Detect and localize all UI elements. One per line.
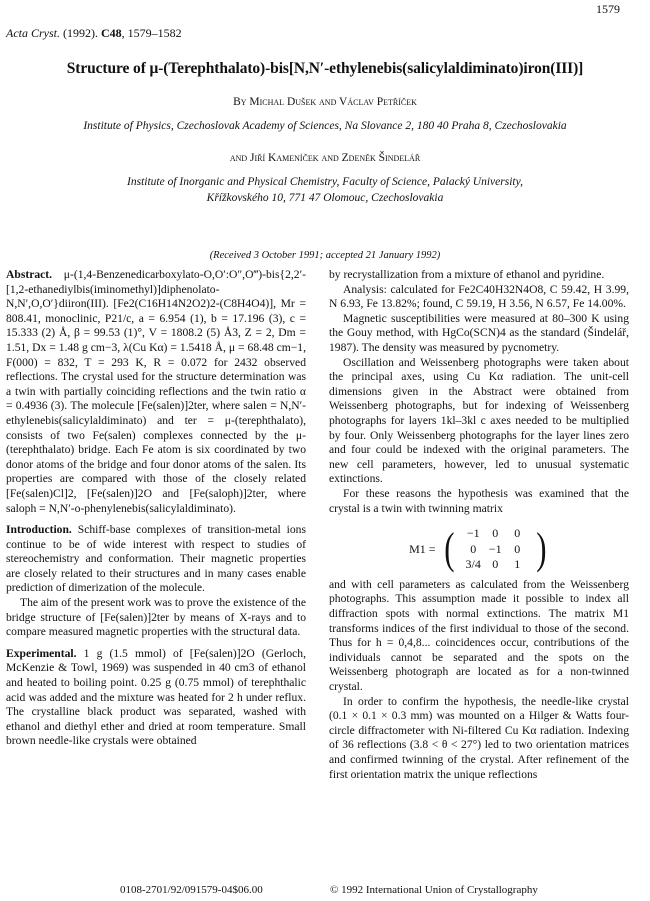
hypothesis-text: For these reasons the hypothesis was examined that the crystal is a twin with twinning matrix bbox=[329, 486, 629, 515]
matrix-label: M1 = bbox=[409, 541, 436, 556]
matrix-cell: −1 bbox=[466, 526, 480, 541]
journal-name: Acta Cryst. bbox=[6, 26, 60, 40]
introduction bbox=[6, 523, 306, 596]
footer-copyright: © 1992 International Union of Crystallography bbox=[330, 884, 538, 896]
journal-year: (1992). bbox=[60, 26, 101, 40]
experimental bbox=[6, 647, 306, 749]
analysis-text: Analysis: calculated for Fe2C40H32N4O8, C 59.42, H 3.99, N 6.93, Fe 13.82%; found, C 59.19, H 3.56, N 6.57, Fe 14.00%. bbox=[329, 282, 629, 311]
twinning-matrix bbox=[329, 523, 629, 573]
page-number: 1579 bbox=[596, 2, 620, 16]
journal-pages: , 1579–1582 bbox=[121, 26, 182, 40]
matrix-cell: −1 bbox=[488, 541, 502, 556]
matrix-grid bbox=[462, 526, 528, 572]
affiliation-2b: Křížkovského 10, 771 47 Olomouc, Czechoslovakia bbox=[206, 192, 444, 204]
magnetic-text: Magnetic susceptibilities were measured at 80–300 K using the Gouy method, with HgCo(SCN)4 as the standard (Šindelář, 1987). The density was measured by pycnometry. bbox=[329, 311, 629, 354]
abstract-text: μ-(1,4-Benzenedicarboxylato-O,O′:O″,O‴)-bis{2,2′-[1,2-ethanediylbis(iminomethyl)]diphenolato-N,N′,O,O′}diiron(III). [Fe2(C16H14N2O2)2-(C8H4O4)], Mr = 808.41, monoclinic, P21/c, a = 6.954 (1), b = 17.196 (3), c = 15.333 (2) Å, β = 99.53 (1)°, V = 1808.2 (5) Å3, Z = 2, Dm = 1.51, Dx = 1.48 g cm−3, λ(Cu Kα) = 1.5418 Å, μ = 68.48 cm−1, F(000) = 832, T = 293 K, R = 0.072 for 2432 observed reflections. The crystal used for the structure determination was a twin with partially coinciding reflections and the twin ratio α = 0.4936 (3). The molecule [Fe(salen)]2ter, where salen = N,N′-ethylenebis(salicylaldiminato) and ter = μ-(terephthalato), consists of two Fe(salen) complexes connected by the μ-(terephthalato) bridge. Each Fe atom is six coordinated by two donor atoms of the bridge and four donor atoms of the salen. Its properties are compared with those of the closely related [Fe(salen)Cl]2, [Fe(salen)]2O and [Fe(saloph)]2ter, where saloph = N,N′-o-phenylenebis(salicylaldiminato). bbox=[6, 268, 306, 515]
matrix-cell: 0 bbox=[492, 557, 499, 572]
matrix-cell: 0 bbox=[470, 541, 477, 556]
journal-volume: C48 bbox=[101, 26, 122, 40]
diffractometer-text: In order to confirm the hypothesis, the needle-like crystal (0.1 × 0.1 × 0.3 mm) was mounted on a Hilger & Watts four-circle diffractometer with Ni-filtered Cu Kα radiation. Indexing of 36 reflections (3.8 < θ < 27°) led to two orientation matrices and confirmed twinning of the crystal. After refinement of the first orientation matrix the unique reflections bbox=[329, 694, 629, 781]
paper-title: Structure of μ-(Terephthalato)-bis[N,N′-ethylenebis(salicylaldiminato)iron(III)] bbox=[66, 60, 584, 77]
matrix-left-paren: ( bbox=[443, 523, 455, 573]
authors-group-1: By Michal Dušek and Václav Petříček bbox=[233, 96, 417, 108]
matrix-right-paren: ) bbox=[536, 523, 547, 573]
affiliation-2a: Institute of Inorganic and Physical Chemistry, Faculty of Science, Palacký University, bbox=[127, 176, 523, 188]
introduction-heading: Introduction. bbox=[6, 523, 72, 537]
journal-citation bbox=[6, 26, 182, 41]
left-column bbox=[6, 268, 306, 749]
introduction-aim: The aim of the present work was to prove the existence of the bridge structure of [Fe(salen)]2ter by means of X-rays and to compare measured magnetic properties with the structural data. bbox=[6, 596, 306, 639]
oscillation-text: Oscillation and Weissenberg photographs were taken about the principal axes, using Cu Kα radiation. The unit-cell dimensions given in the Abstract were obtained from Weissenberg photographs, but for indexing of Weissenberg photographs for layers 1kl–3kl c axes needed to be multiplied by four. Only Weissenberg photographs for the layer lines zero and four could be indexed with the original parameters. The new cell parameters, however, led to unusual systematic extinctions. bbox=[329, 355, 629, 486]
experimental-text: 1 g (1.5 mmol) of [Fe(salen)]2O (Gerloch, McKenzie & Towl, 1969) was suspended in 40 cm3 of ethanol and heated to boiling point. 0.25 g (0.75 mmol) of terephthalic acid was added and the mixture was heated for 2 h under reflux. The crystalline black product was separated, washed with ethanol and diethyl ether and dried at room temperature. Small brown needle-like crystals were obtained bbox=[6, 646, 306, 748]
abstract bbox=[6, 268, 306, 516]
abstract-heading: Abstract. bbox=[6, 268, 53, 281]
right-column bbox=[329, 268, 629, 782]
experimental-heading: Experimental. bbox=[6, 646, 77, 660]
matrix-cell: 3/4 bbox=[465, 557, 481, 572]
authors-group-2: and Jiří Kameníček and Zdeněk Šindelář bbox=[229, 152, 421, 164]
received-date: (Received 3 October 1991; accepted 21 January 1992) bbox=[209, 250, 441, 261]
matrix-cell: 0 bbox=[514, 526, 521, 541]
introduction-text: Schiff-base complexes of transition-metal ions continue to be of wide interest with respect to studies of stereochemistry and conformation. Their magnetic properties are closely related to their structures and in many cases enable prediction of dimerization of the molecule. bbox=[6, 523, 306, 595]
affiliation-1: Institute of Physics, Czechoslovak Academy of Sciences, Na Slovance 2, 180 40 Praha 8, Czechoslovakia bbox=[83, 120, 567, 132]
cell-parameters-text: and with cell parameters as calculated from the Weissenberg photographs. This assumption made it possible to index all diffraction spots with normal extinctions. The matrix M1 transforms indices of the first individual to those of the second. Thus for h = 0,4,8... coincidences occur, contributions of the individuals cannot be separated and the spots on the Weissenberg photograph are located as for a non-twinned crystal. bbox=[329, 577, 629, 694]
recrystallization-text: by recrystallization from a mixture of ethanol and pyridine. bbox=[329, 268, 605, 281]
matrix-cell: 0 bbox=[514, 541, 521, 556]
footer-code: 0108-2701/92/091579-04$06.00 bbox=[120, 884, 263, 896]
matrix-cell: 1 bbox=[514, 557, 521, 572]
matrix-cell: 0 bbox=[492, 526, 499, 541]
